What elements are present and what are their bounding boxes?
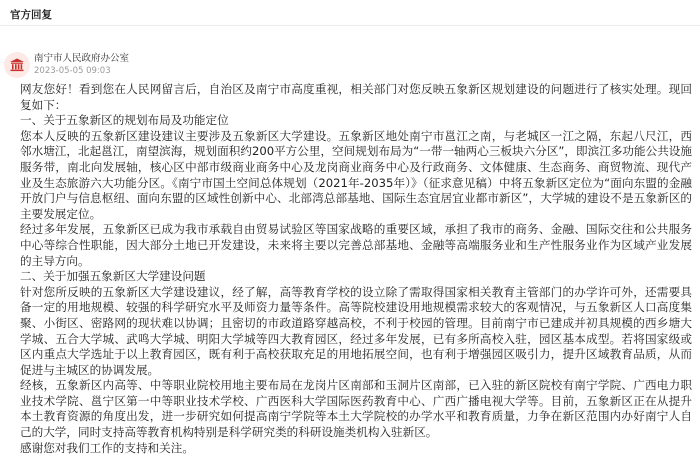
reply-paragraph: 针对您所反映的五象新区大学建设建议，经了解，高等教育学校的设立除了需取得国家相关教育主管部门的办学许可外，还需要具备一定的用地规模、较强的科学研究水平及师资力量等条件。高等院校建设用地规模需求较大的客观情况，与五象新区人口高度集聚、小街区、密路网的现状难以协调；且密切的市政道路穿越高校，不利于校园的管理。目前南宁市已建成并初具规模的西乡塘大学城、五合大学城、武鸣大学城、明阳大学城等四大教育园区，经过多年发展，已有多所高校入驻，园区基本成型。若将国家级或区内重点大学选址于以上教育园区，既有利于高校获取充足的用地拓展空间，也有利于增强园区吸引力，提升区域教育品质，从而促进与主城区的协调发展。	[20, 284, 692, 377]
reply-heading: 一、关于五象新区的规划布局及功能定位	[20, 113, 229, 128]
reply-paragraph: 经核，五象新区内高等、中等职业院校用地主要布局在龙岗片区南部和玉洞片区南部，已入驻的新区院校有南宁学院、广西电力职业技术学院、邕宁区第一中等职业技术学校、广西医科大学国际医药教育中心、广西广播电视大学等。目前，五象新区正在从提升本土教育资源的角度出发，进一步研究如何提高南宁学院等本土大学院校的办学水平和教育质量，力争在新区范围内办好南宁人自己的大学，同时支持高等教育机构特别是科学研究类的科研设施类机构入驻新区。	[20, 378, 692, 440]
header-divider	[0, 25, 700, 26]
reply-paragraph: 您本人反映的五象新区建设建议主要涉及五象新区大学建设。五象新区地处南宁市邕江之南，与老城区一江之隔，东起八尺江，西邻水塘江，北起邕江，南望滨海，规划面积约200平方公里，空间规划布局为“一带一轴两心三板块六分区”，即滨江多功能公共设施服务带，南北向发展轴，核心区中部市级商业商务中心及龙岗商业商务中心及行政商务、文体健康、生态商务、商贸物流、现代产业及生态旅游六大功能分区。《南宁市国土空间总体规划（2021年-2035年）》（征求意见稿）中将五象新区定位为“面向东盟的金融开放门户与信息枢纽、面向东盟的区域性创新中心、北部湾总部基地、国际生态宜居宜业都市新区”，大学城的建设不是五象新区的主要发展定位。	[20, 128, 692, 221]
section-title: 官方回复	[10, 9, 52, 21]
reply-date: 2023-05-05 09:03	[34, 66, 111, 76]
reply-heading: 二、关于加强五象新区大学建设问题	[20, 269, 206, 284]
reply-paragraph: 经过多年发展，五象新区已成为我市承载自由贸易试验区等国家战略的重要区域，承担了我市的商务、金融、国际交往和公共服务中心等综合性职能，因大部分土地已开发建设，未来将主要以完善总部基地、金融等高端服务业和生产性服务业作为区域产业发展的主导方向。	[20, 222, 692, 268]
reply-body	[20, 82, 692, 456]
author-avatar	[4, 52, 30, 78]
reply-closing: 感谢您对我们工作的支持和关注。	[20, 440, 194, 455]
government-building-icon	[9, 57, 25, 73]
reply-author[interactable]: 南宁市人民政府办公室	[34, 53, 130, 64]
reply-paragraph: 网友您好！看到您在人民网留言后，自治区及南宁市高度重视，相关部门对您反映五象新区规划建设的问题进行了核实处理。现回复如下：	[20, 82, 692, 112]
